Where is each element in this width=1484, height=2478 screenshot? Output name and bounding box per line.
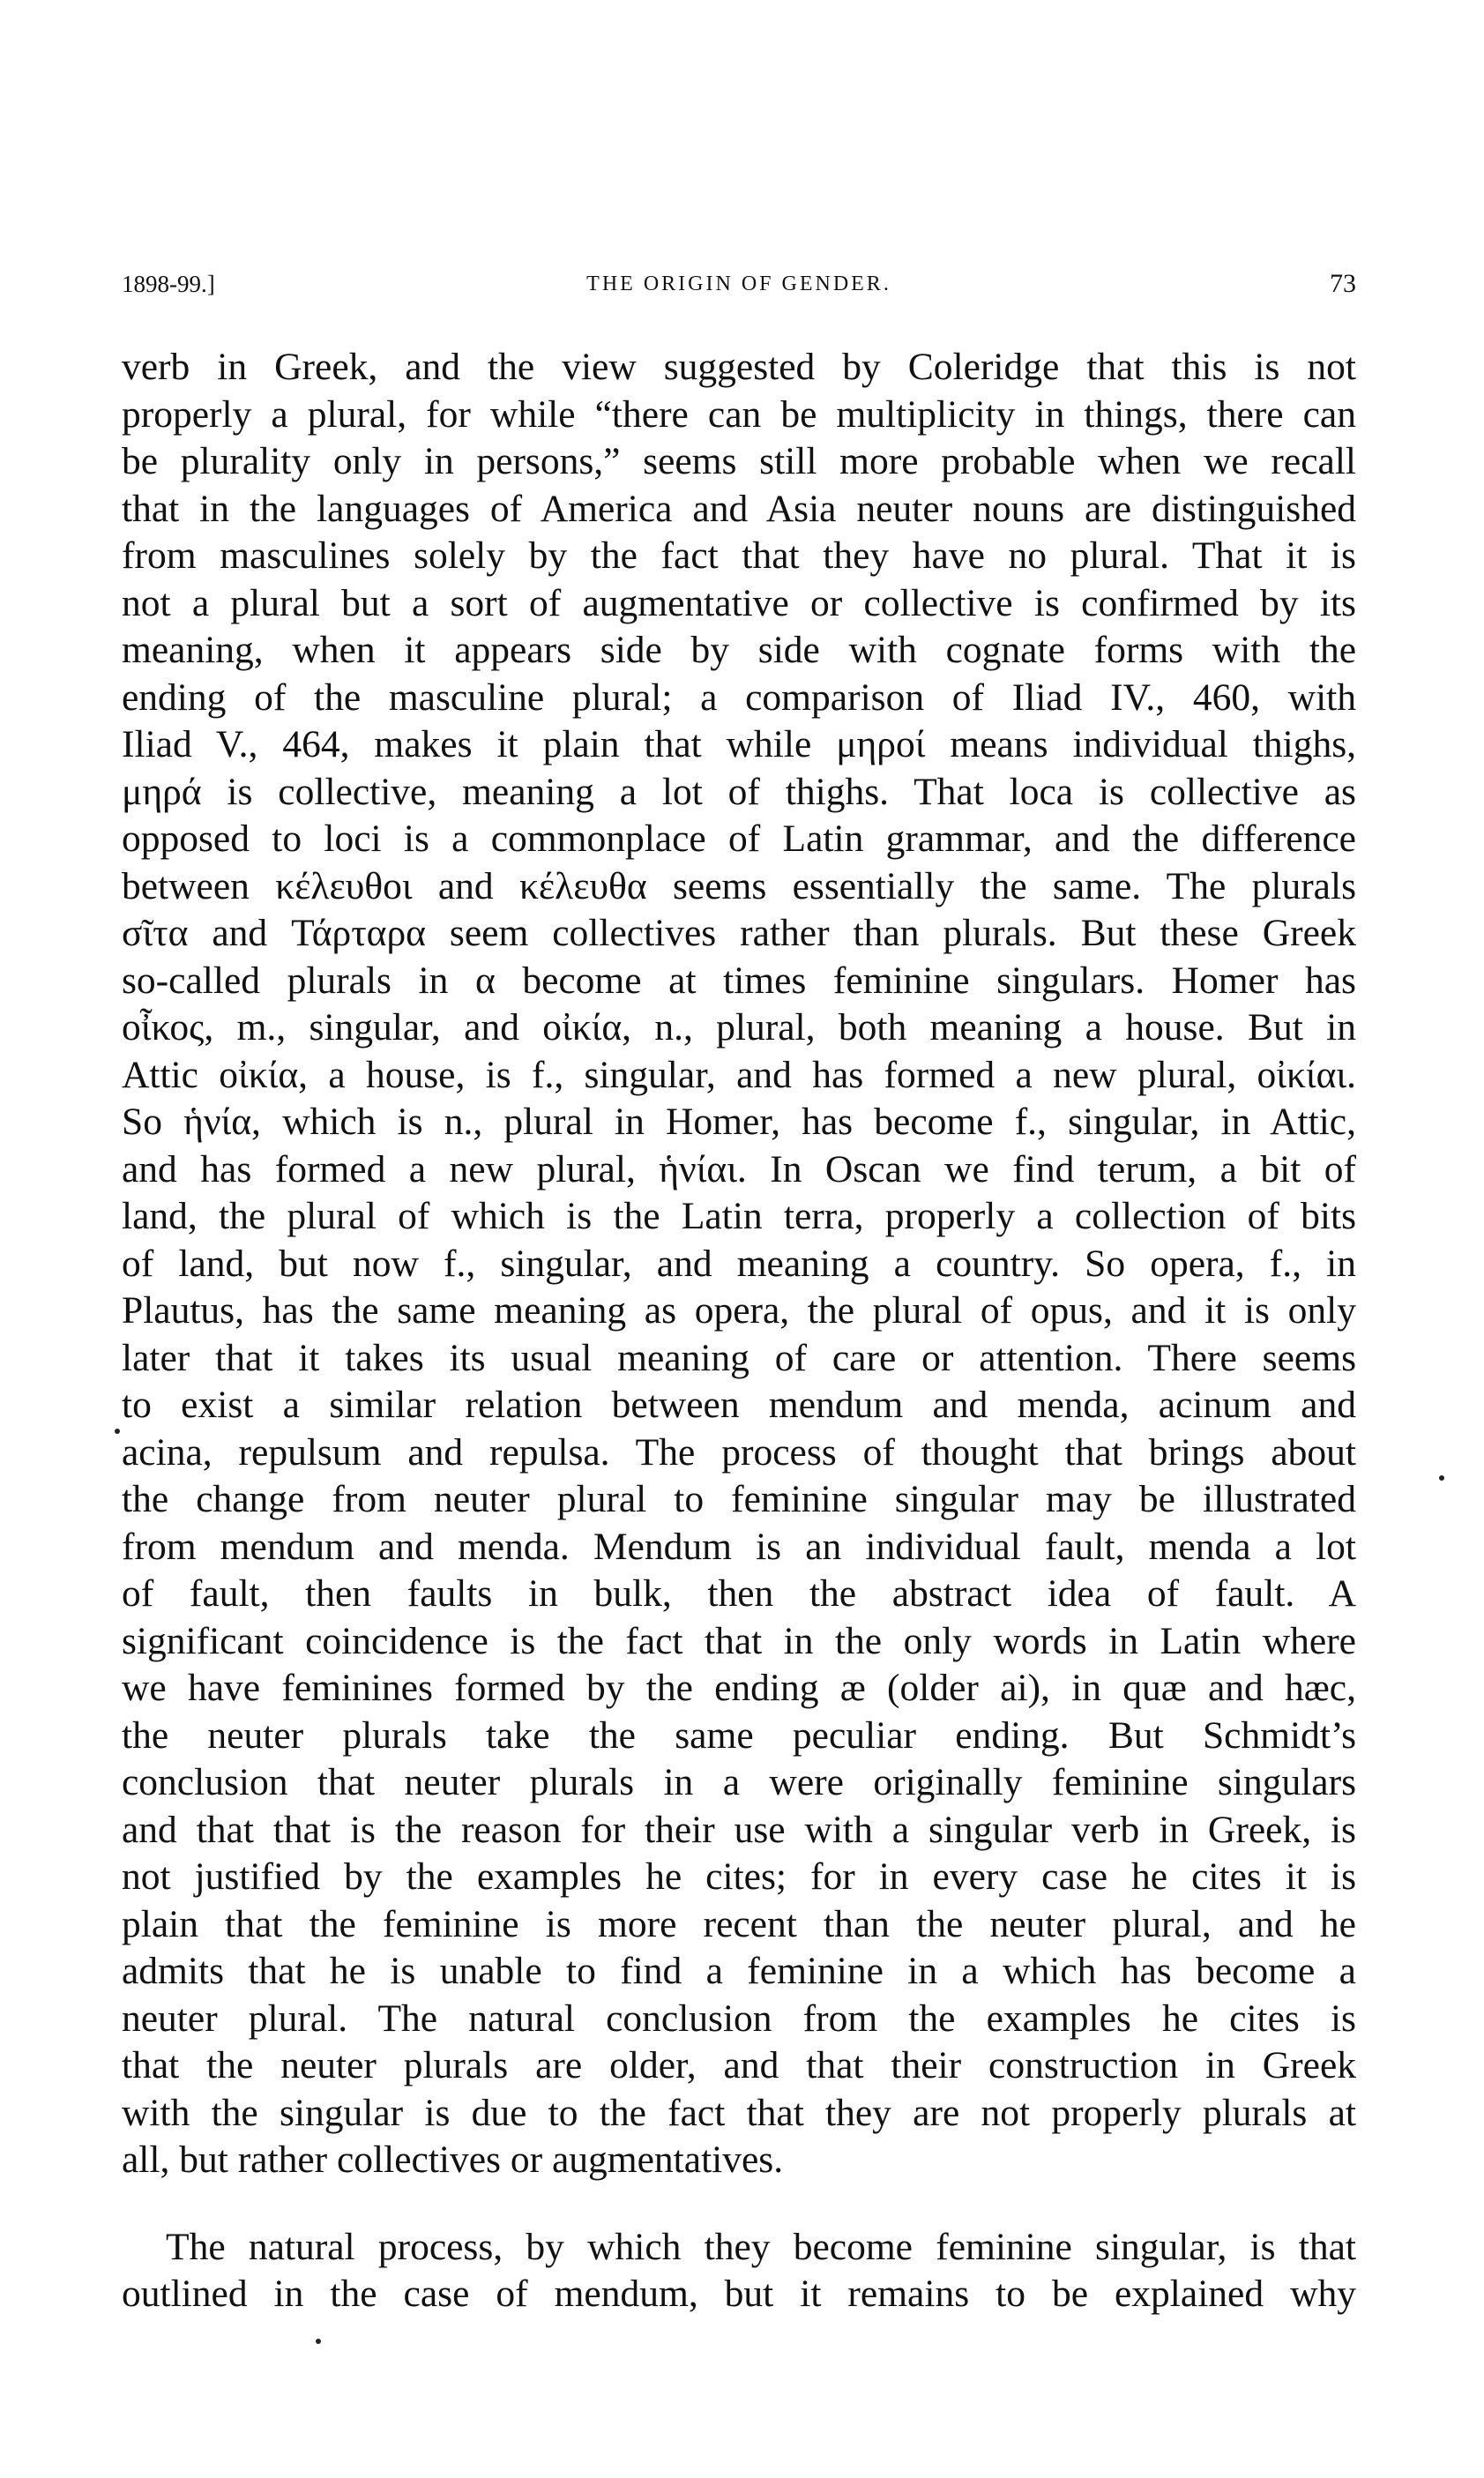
text-line: from masculines solely by the fact that they have no plural. That it is (122, 534, 1356, 577)
text-line: σῖτα and Τάρταρα seem collectives rather than plurals. But these Greek (122, 912, 1356, 954)
text-line: properly a plural, for while “there can be multiplicity in things, there can (122, 392, 1356, 436)
text-line: so-called plurals in α become at times feminine singulars. Homer has (122, 959, 1356, 1002)
text-line: plain that the feminine is more recent than the neuter plural, and he (122, 1902, 1356, 1945)
text-line: neuter plural. The natural conclusion from the examples he cites is (122, 1997, 1356, 2040)
text-line: μηρά is collective, meaning a lot of thighs. That loca is collective as (122, 770, 1356, 813)
text-line: with the singular is due to the fact that they are not properly plurals at (122, 2091, 1356, 2134)
scan-speck (316, 2339, 321, 2344)
text-line: all, but rather collectives or augmentatives. (122, 2138, 784, 2181)
text-line: the change from neuter plural to feminine singular may be illustrated (122, 1478, 1356, 1520)
text-line: verb in Greek, and the view suggested by Coleridge that this is not (122, 346, 1356, 388)
text-line: significant coincidence is the fact that in the only words in Latin where (122, 1619, 1356, 1662)
text-line: conclusion that neuter plurals in a were originally feminine singulars (122, 1761, 1356, 1803)
text-line: not a plural but a sort of augmentative or collective is confirmed by its (122, 581, 1356, 624)
text-line: So ἡνία, which is n., plural in Homer, has become f., singular, in Attic, (122, 1101, 1356, 1143)
text-line: Iliad V., 464, makes it plain that while μηροί means individual thighs, (122, 723, 1356, 765)
text-line: admits that he is unable to find a feminine in a which has become a (122, 1950, 1356, 1992)
text-line: land, the plural of which is the Latin terra, properly a collection of bits (122, 1195, 1356, 1237)
paragraph-1 (122, 344, 1356, 2184)
running-head (122, 266, 1356, 302)
text-line: The natural process, by which they become feminine singular, is that (166, 2225, 1356, 2268)
body-text (122, 344, 1356, 2318)
scan-speck (115, 1429, 120, 1434)
text-line: be plurality only in persons,” seems still more probable when we recall (122, 440, 1356, 482)
text-line: Attic οἰκία, a house, is f., singular, and has formed a new plural, οἰκίαι. (122, 1053, 1356, 1096)
text-line: οἶκος, m., singular, and οἰκία, n., plural, both meaning a house. But in (122, 1006, 1356, 1049)
text-line: opposed to loci is a commonplace of Latin grammar, and the difference (122, 817, 1356, 860)
text-line: later that it takes its usual meaning of care or attention. There seems (122, 1336, 1356, 1379)
page-number: 73 (1330, 269, 1356, 298)
text-line: and has formed a new plural, ἡνίαι. In Oscan we find terum, a bit of (122, 1147, 1356, 1190)
text-line: meaning, when it appears side by side with cognate forms with the (122, 629, 1356, 671)
text-line: not justified by the examples he cites; for in every case he cites it is (122, 1855, 1356, 1898)
text-line: we have feminines formed by the ending æ (older ai), in quæ and hæc, (122, 1667, 1356, 1709)
text-line: of fault, then faults in bulk, then the abstract idea of fault. A (122, 1572, 1356, 1615)
text-line: acina, repulsum and repulsa. The process of thought that brings about (122, 1430, 1356, 1474)
text-line: the neuter plurals take the same peculiar ending. But Schmidt’s (122, 1713, 1356, 1757)
text-line: from mendum and menda. Mendum is an individual fault, menda a lot (122, 1525, 1356, 1568)
text-line: ending of the masculine plural; a comparison of Iliad IV., 460, with (122, 675, 1356, 719)
paragraph-gap (122, 2184, 1356, 2224)
header-title: THE ORIGIN OF GENDER. (586, 272, 891, 295)
scan-speck (1439, 1475, 1444, 1481)
text-line: outlined in the case of mendum, but it remains to be explained why (122, 2273, 1356, 2315)
text-line: to exist a similar relation between mendum and menda, acinum and (122, 1384, 1356, 1426)
paragraph-2 (122, 2224, 1356, 2318)
text-line: that the neuter plurals are older, and that their construction in Greek (122, 2044, 1356, 2086)
text-line: Plautus, has the same meaning as opera, the plural of opus, and it is only (122, 1289, 1356, 1332)
text-line: of land, but now f., singular, and meaning a country. So opera, f., in (122, 1242, 1356, 1285)
text-line: between κέλευθοι and κέλευθα seems essentially the same. The plurals (122, 864, 1356, 907)
header-date: 1898-99.] (122, 271, 215, 297)
text-line: and that that is the reason for their use with a singular verb in Greek, is (122, 1808, 1356, 1851)
text-line: that in the languages of America and Asia neuter nouns are distinguished (122, 487, 1356, 530)
